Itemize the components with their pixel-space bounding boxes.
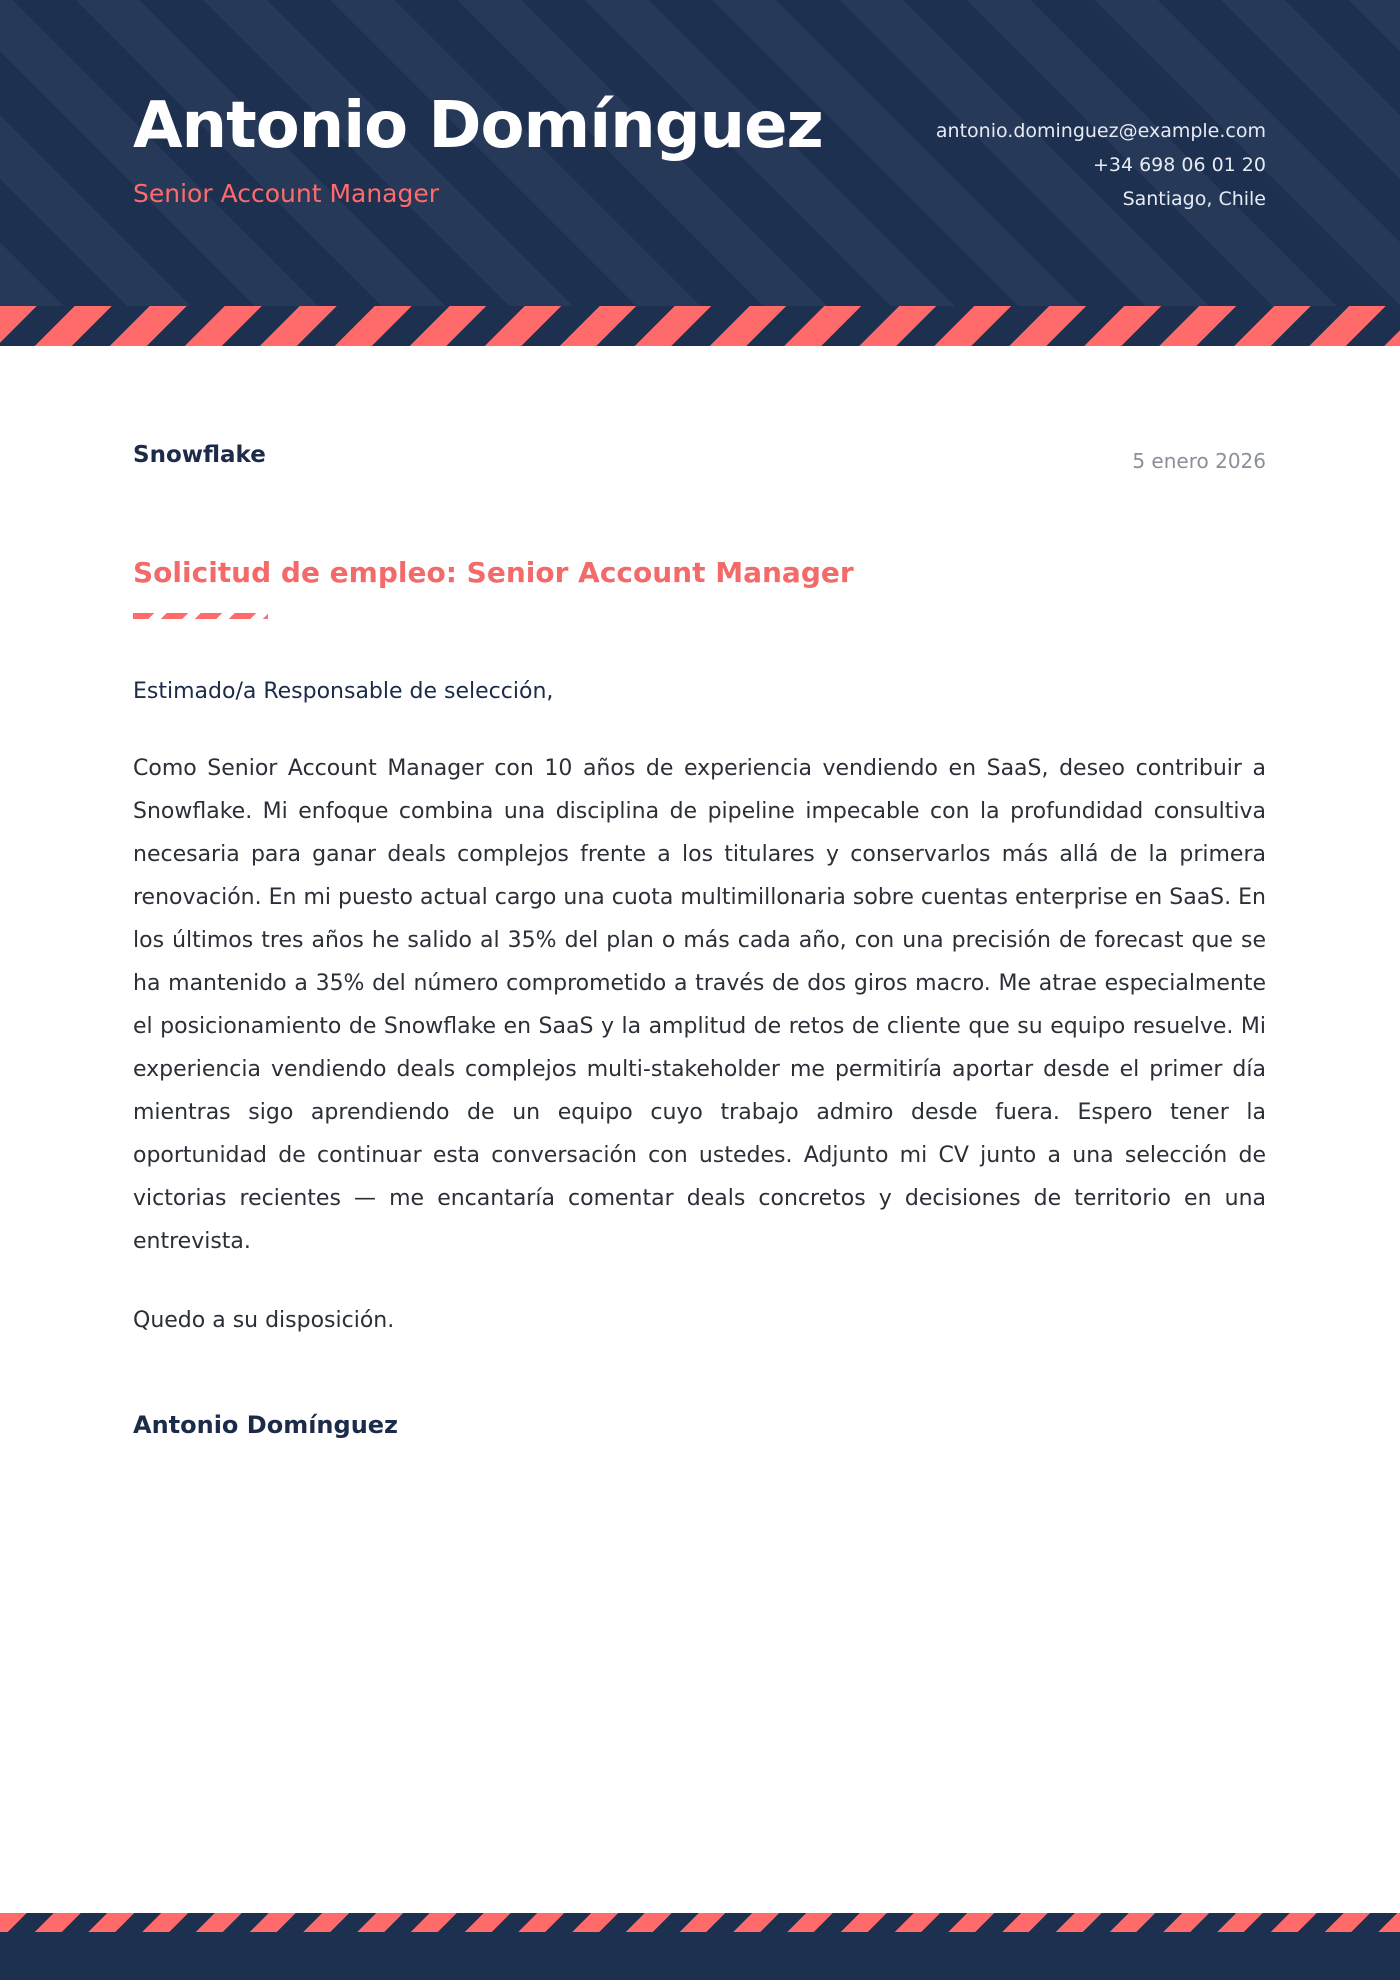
salutation: Estimado/a Responsable de selección, [133,679,554,704]
signature-name: Antonio Domínguez [133,1411,399,1439]
subject-underline [133,613,268,619]
header-stripe-divider [0,306,1400,346]
contact-location: Santiago, Chile [1122,188,1266,210]
contact-block [936,114,1266,216]
letter-subject: Solicitud de empleo: Senior Account Manager [133,556,854,589]
body-paragraph: Como Senior Account Manager con 10 años de experiencia vendiendo en SaaS, deseo contribuir a Snowflake. Mi enfoque combina una disciplina de pipeline impecable con la profundidad consultiva necesaria para ganar deals complejos frente a los titulares y conservarlos más allá de la primera renovación. En mi puesto actual cargo una cuota multimillonaria sobre cuentas enterprise en SaaS. En los últimos tres años he salido al 35% del plan o más cada año, con una precisión de forecast que se ha mantenido a 35% del número comprometido a través de dos giros macro. Me atrae especialmente el posicionamiento de Snowflake en SaaS y la amplitud de retos de cliente que su equipo resuelve. Mi experiencia vendiendo deals complejos multi-stakeholder me permitiría aportar desde el primer día mientras sigo aprendiendo de un equipo cuyo trabajo admiro desde fuera. Espero tener la oportunidad de continuar esta conversación con ustedes. Adjunto mi CV junto a una selección de victorias recientes — me encantaría comentar deals concretos y decisiones de territorio en una entrevista. [133,756,1266,1254]
letter-date: 5 enero 2026 [1132,449,1266,473]
footer-stripe-divider [0,1913,1400,1932]
contact-email: antonio.dominguez@example.com [935,120,1266,142]
recipient-company: Snowflake [133,442,266,468]
letterhead-banner [0,0,1400,306]
sender-role: Senior Account Manager [133,179,440,208]
sender-name: Antonio Domínguez [133,89,823,163]
closing-line: Quedo a su disposición. [133,1308,395,1333]
contact-phone: +34 698 06 01 20 [1092,154,1266,176]
footer-banner [0,1913,1400,1980]
